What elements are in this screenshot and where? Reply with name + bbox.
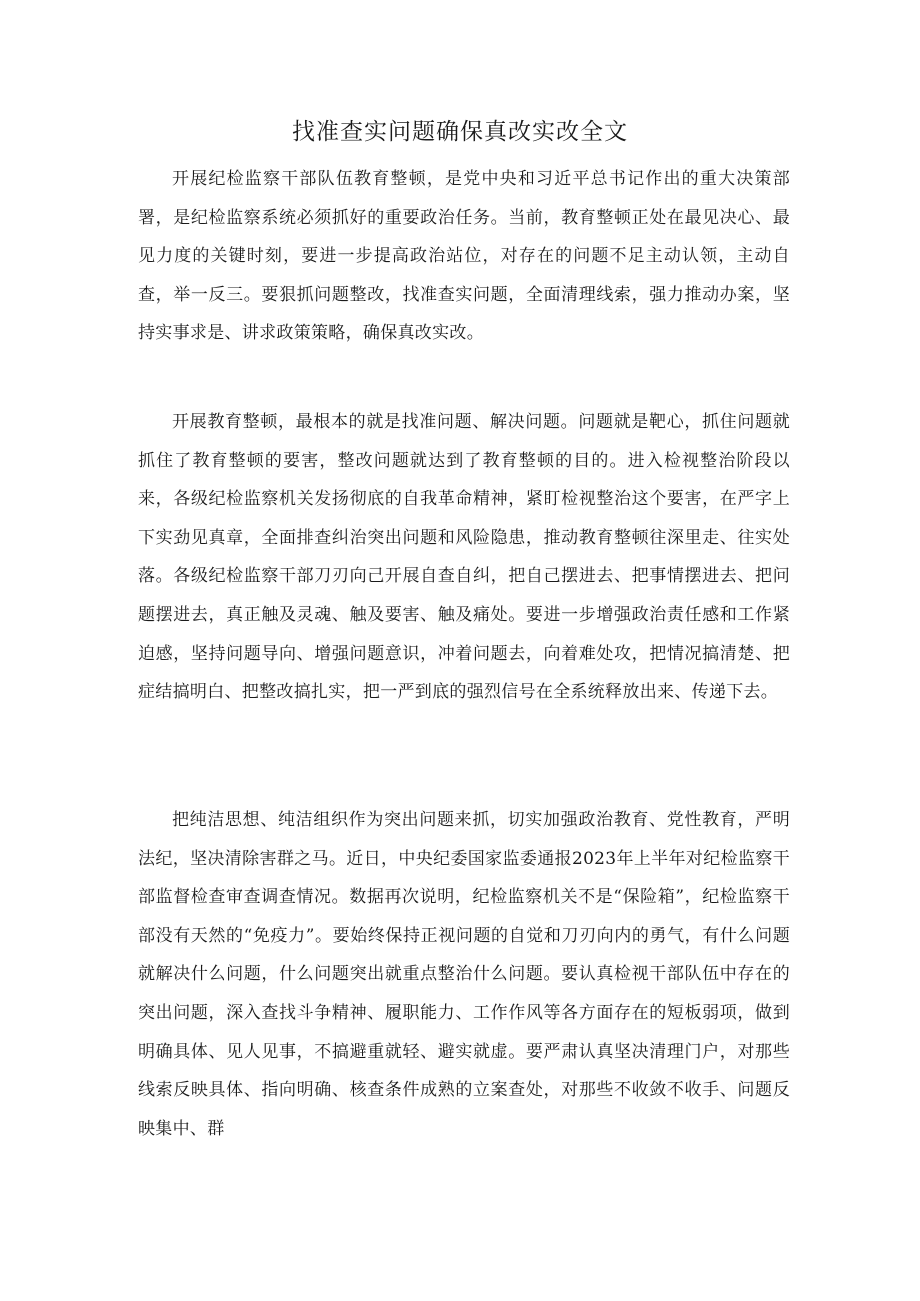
document-title: 找准查实问题确保真改实改全文 — [292, 119, 628, 145]
paragraph-2: 开展教育整顿，最根本的就是找准问题、解决问题。问题就是靶心，抓住问题就抓住了教育整顿的要害，整改问题就达到了教育整顿的目的。进入检视整治阶段以来，各级纪检监察机关发扬彻底的自我革命精神，紧盯检视整治这个要害，在严字上下实劲见真章，全面排查纠治突出问题和风险隐患，推动教育整顿往深里走、往实处落。各级纪检监察干部刀刃向己开展自查自纠，把自己摆进去、把事情摆进去、把问题摆进去，真正触及灵魂、触及要害、触及痛处。要进一步增强政治责任感和工作紧迫感，坚持问题导向、增强问题意识，冲着问题去，向着难处攻，把情况搞清楚、把症结搞明白、把整改搞扎实，把一严到底的强烈信号在全系统释放出来、传递下去。 — [138, 412, 790, 703]
paragraph-1: 开展纪检监察干部队伍教育整顿，是党中央和习近平总书记作出的重大决策部署，是纪检监察系统必须抓好的重要政治任务。当前，教育整顿正处在最见决心、最见力度的关键时刻，要进一步提高政治站位，对存在的问题不足主动认领，主动自查，举一反三。要狠抓问题整改，找准查实问题，全面清理线索，强力推动办案，坚持实事求是、讲求政策策略，确保真改实改。 — [138, 169, 790, 344]
paragraph-3: 把纯洁思想、纯洁组织作为突出问题来抓，切实加强政治教育、党性教育，严明法纪，坚决清除害群之马。近日，中央纪委国家监委通报2023年上半年对纪检监察干部监督检查审查调查情况。数据再次说明，纪检监察机关不是“保险箱”，纪检监察干部没有天然的“免疫力”。要始终保持正视问题的自觉和刀刃向内的勇气，有什么问题就解决什么问题，什么问题突出就重点整治什么问题。要认真检视干部队伍中存在的突出问题，深入查找斗争精神、履职能力、工作作风等各方面存在的短板弱项，做到明确具体、见人见事，不搞避重就轻、避实就虚。要严肃认真坚决清理门户，对那些线索反映具体、指向明确、核查条件成熟的立案查处，对那些不收敛不收手、问题反映集中、群 — [138, 810, 790, 1139]
